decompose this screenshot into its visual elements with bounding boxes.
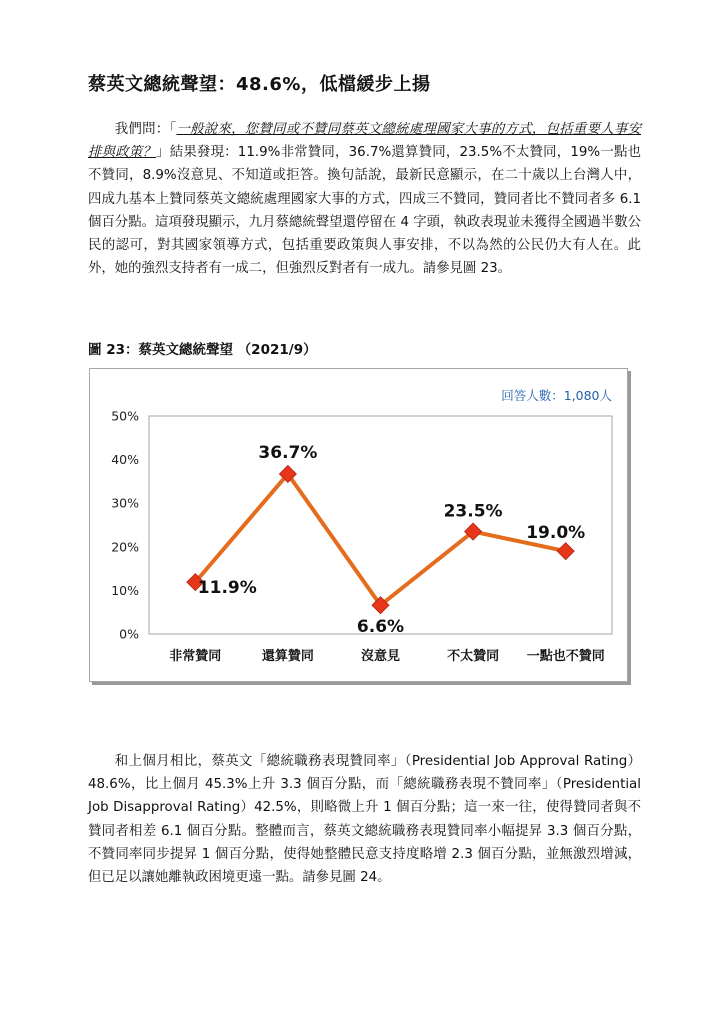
y-tick-label: 0%: [119, 626, 139, 642]
respondents-note: 回答人數：1,080人: [501, 388, 612, 403]
page-title: 蔡英文總統聲望：48.6%，低檔緩步上揚: [88, 74, 431, 95]
x-axis: [169, 648, 604, 664]
y-tick-label: 20%: [111, 539, 139, 555]
data-label: 36.7%: [258, 442, 318, 463]
y-tick-label: 50%: [111, 408, 139, 424]
chart-frame: [89, 368, 628, 682]
x-tick-label: 不太贊同: [447, 649, 500, 664]
data-labels: [198, 443, 585, 637]
x-tick-label: 非常贊同: [169, 649, 222, 664]
body-paragraph-1: [88, 118, 641, 280]
data-label: 19.0%: [526, 523, 586, 544]
survey-question: 一般說來，您贊同或不贊同蔡英文總統處理國家大事的方式，包括重要人事安排與政策？: [88, 122, 641, 161]
y-tick-label: 10%: [111, 582, 139, 598]
data-label: 11.9%: [197, 578, 257, 599]
x-tick-label: 沒意見: [360, 649, 401, 664]
body-paragraph-2: 和上個月相比，蔡英文「總統職務表現贊同率」（Presidential Job Approval Rating）48.6%，比上個月 45.3%上升 3.3 個百分點，而「總統職務表現不贊同率」（Presidential Job Disapproval Rating）42.5%，則略微上升 1 個百分點；這一來一往，使得贊同者與不贊同者相差 6.1 個百分點。整體而言，蔡英文總統職務表現贊同率小幅提昇 3.3 個百分點，不贊同率同步提昇 1 個百分點，使得她整體民意支持度略增 2.3 個百分點，並無激烈增減，但已足以讓她離執政困境更遠一點。請參見圖 24。: [88, 754, 641, 886]
y-axis: [111, 409, 139, 642]
data-label: 6.6%: [356, 617, 405, 638]
x-tick-label: 還算贊同: [261, 649, 314, 664]
figure-caption: 圖 23：蔡英文總統聲望 （2021/9）: [88, 342, 317, 358]
data-point-marker: [557, 543, 574, 560]
y-tick-label: 40%: [111, 452, 139, 468]
paragraph-1-prefix: 我們問：「: [114, 122, 177, 137]
y-tick-label: 30%: [111, 495, 139, 511]
paragraph-1-results: 」結果發現：11.9%非常贊同，36.7%還算贊同，23.5%不太贊同，19%一點也不贊同，8.9%沒意見、不知道或拒答。換句話說，最新民意顯示，在二十歲以上台灣人中，四成九基本上贊同蔡英文總統處理國家大事的方式，四成三不贊同，贊同者比不贊同者多 6.1 個百分點。這項發現顯示，九月蔡總統聲望還停留在 4 字頭，執政表現並未獲得全國過半數公民的認可，對其國家領導方式，包括重要政策與人事安排，不以為然的公民仍大有人在。此外，她的強烈支持者有一成二，但強烈反對者有一成九。請參見圖 23。: [88, 145, 641, 277]
data-label: 23.5%: [443, 501, 503, 522]
line-chart: [90, 369, 627, 681]
x-tick-label: 一點也不贊同: [526, 649, 605, 664]
